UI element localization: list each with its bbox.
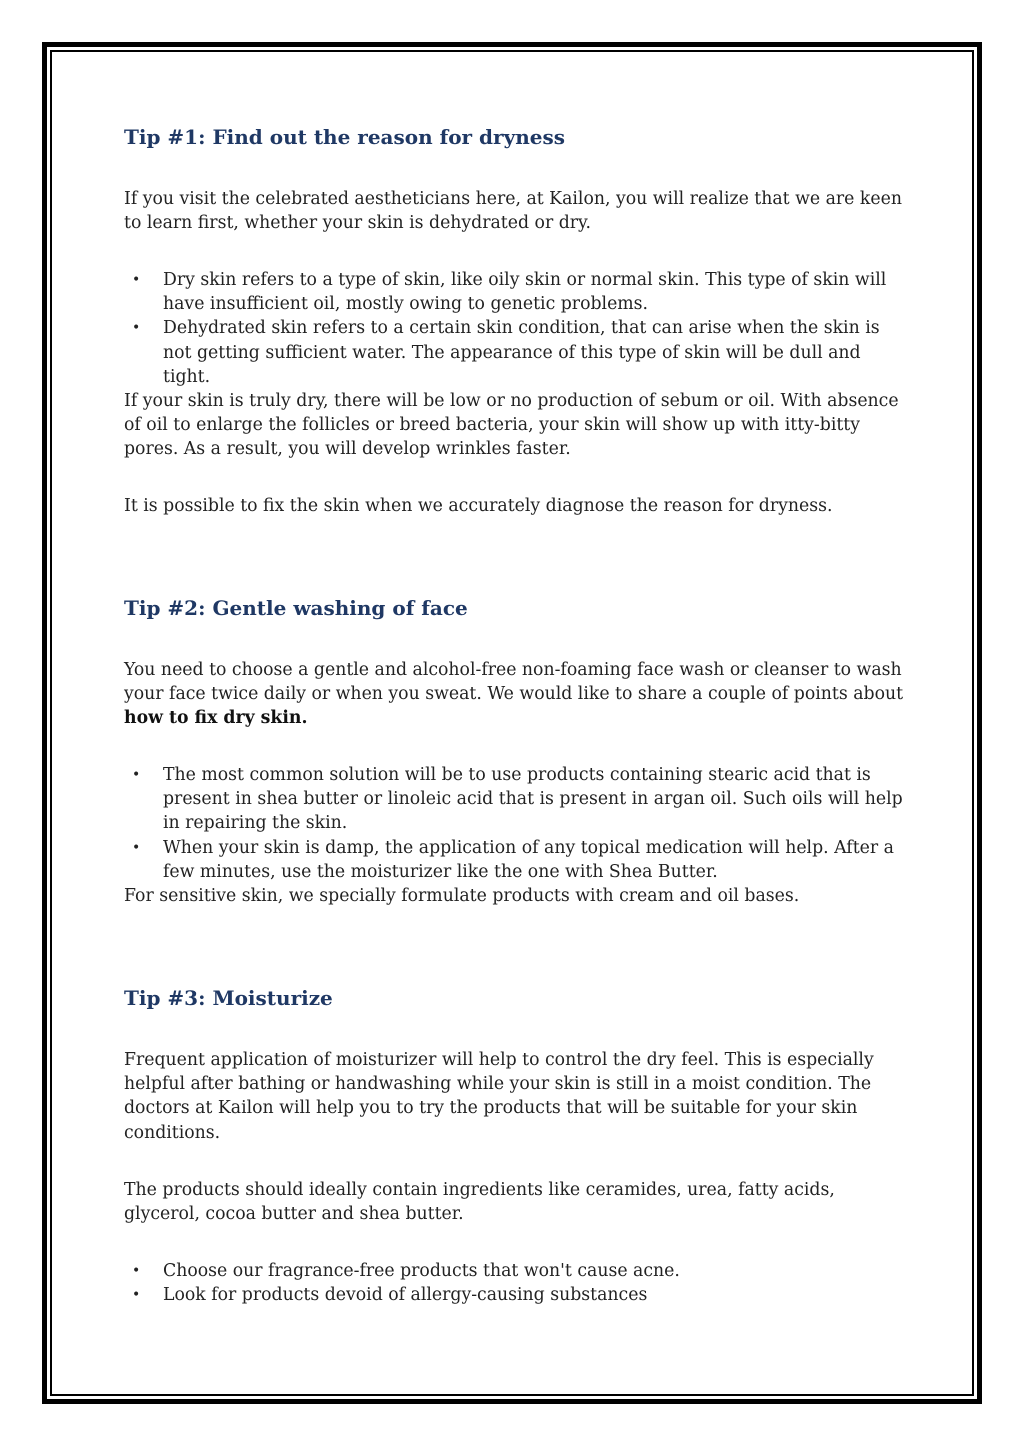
tip2-bullet-list (124, 763, 904, 884)
tip1-conclusion: It is possible to fix the skin when we accurately diagnose the reason for dryness. (124, 496, 833, 516)
tip2-intro: You need to choose a gentle and alcohol-free non-foaming face wash or cleanser to wash your face twice daily or when you sweat. We would like to share a couple of points about how to fix dry skin. (124, 660, 904, 729)
tip1-heading: Tip #1: Find out the reason for dryness (124, 125, 565, 149)
tip3-bullet-list (124, 1259, 904, 1307)
tip2-heading: Tip #2: Gentle washing of face (124, 596, 468, 620)
tip3-para2: The products should ideally contain ingredients like ceramides, urea, fatty acids, glycerol, cocoa butter and shea butter. (124, 1180, 835, 1225)
list-item: • When your skin is damp, the application of any topical medication will help. After a few minutes, use the moisturizer like the one with Shea Butter. (132, 837, 894, 882)
tip1-bullet-list (124, 268, 904, 389)
bullet-icon: • (132, 767, 141, 783)
bullet-icon: • (132, 839, 141, 856)
tip1-intro: If you visit the celebrated aestheticians here, at Kailon, you will realize that we are keen to learn first, whether your skin is dehydrated or dry. (124, 189, 902, 234)
tip3-heading: Tip #3: Moisturize (124, 986, 333, 1010)
list-item: • The most common solution will be to use products containing stearic acid that is present in shea butter or linoleic acid that is present in argan oil. Such oils will help in repairing the skin. (132, 765, 903, 834)
bullet-icon: • (132, 320, 141, 337)
tip3-intro: Frequent application of moisturizer will help to control the dry feel. This is especially helpful after bathing or handwashing while your skin is still in a moist condition. The doctors at Kailon will help you to try the products that will be suitable for your skin conditions. (124, 1050, 874, 1143)
bullet-icon: • (132, 272, 141, 288)
list-item: • Dehydrated skin refers to a certain skin condition, that can arise when the skin is not getting sufficient water. The appearance of this type of skin will be dull and tight. (132, 318, 880, 387)
list-item: • Choose our fragrance-free products that won't cause acne. (124, 1259, 904, 1283)
list-item: • Look for products devoid of allergy-causing substances (124, 1283, 904, 1307)
bullet-icon: • (132, 1263, 141, 1279)
list-item: • Dry skin refers to a type of skin, like oily skin or normal skin. This type of skin will have insufficient oil, mostly owing to genetic problems. (132, 270, 887, 315)
tip2-intro-bold: how to fix dry skin. (124, 708, 308, 729)
tip1-after: If your skin is truly dry, there will be low or no production of sebum or oil. With absence of oil to enlarge the follicles or breed bacteria, your skin will show up with itty-bitty pores. As a result, you will develop wrinkles faster. (124, 391, 899, 460)
tip2-after: For sensitive skin, we specially formulate products with cream and oil bases. (124, 886, 800, 906)
bullet-icon: • (132, 1287, 141, 1304)
